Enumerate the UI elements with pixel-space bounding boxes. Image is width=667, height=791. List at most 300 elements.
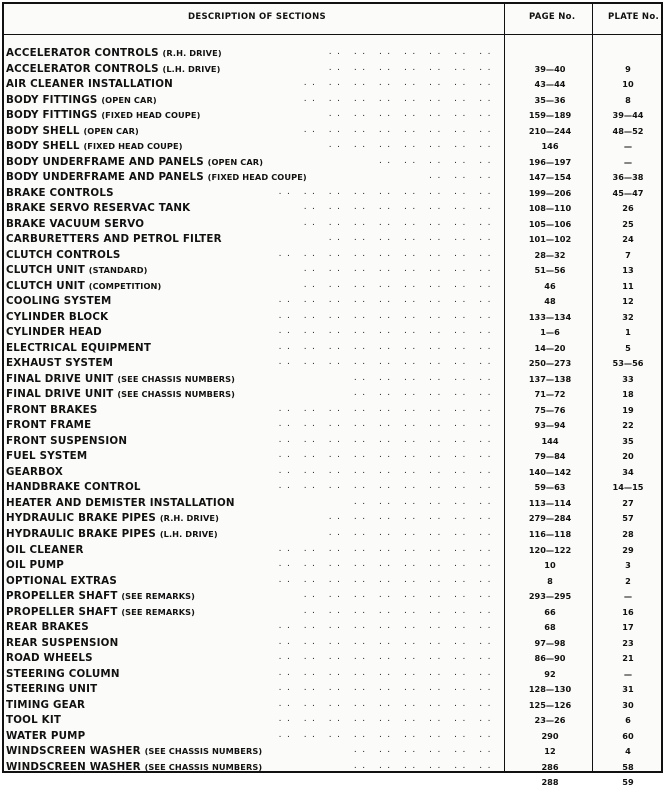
leader-dots: .. .. .. .. .. .. .. .. ..: [278, 295, 496, 306]
section-name: REAR SUSPENSION: [6, 636, 119, 649]
page-number: 75—76: [534, 404, 566, 415]
section-name: GEARBOX: [6, 465, 63, 478]
header-plate-no: PLATE No.: [608, 12, 660, 22]
page-number: 12: [544, 746, 556, 757]
table-row: [4, 496, 661, 512]
index-table: [2, 2, 663, 788]
page-number: 39—40: [534, 63, 566, 74]
section-description: [6, 511, 219, 526]
leader-dots: .. .. .. .. .. .. .. ..: [303, 279, 496, 290]
page-number: 51—56: [534, 265, 566, 276]
page-number: 279—284: [528, 513, 572, 524]
plate-number: 19: [622, 404, 634, 415]
section-name: OPTIONAL EXTRAS: [6, 574, 117, 587]
section-description: [6, 77, 173, 92]
section-qualifier: (SEE CHASSIS NUMBERS): [117, 373, 235, 384]
section-description: [6, 667, 120, 682]
page-number: 35—36: [534, 94, 566, 105]
section-qualifier: (OPEN CAR): [101, 94, 157, 105]
plate-number: —: [623, 156, 633, 167]
leader-dots: .. .. .. .. .. .. .. .. ..: [278, 667, 496, 678]
plate-number: 58: [622, 761, 634, 772]
table-row: [4, 744, 661, 760]
plate-number: 14—15: [612, 482, 644, 493]
table-row: [4, 449, 661, 465]
page-number: 48: [544, 296, 556, 307]
table-row: [4, 62, 661, 78]
section-name: CLUTCH CONTROLS: [6, 248, 121, 261]
leader-dots: .. .. .. .. .. .. .. ..: [303, 124, 496, 135]
page-number: 105—106: [528, 218, 572, 229]
leader-dots: .. .. .. .. .. .. .. .. ..: [278, 543, 496, 554]
section-description: [6, 294, 112, 309]
header-page-no: PAGE No.: [529, 12, 576, 22]
table-row: [4, 124, 661, 140]
plate-number: 24: [622, 234, 634, 245]
leader-dots: .. .. .. .. .. .. .. .. ..: [278, 698, 496, 709]
page-number: 250—273: [528, 358, 572, 369]
page-number: 133—134: [528, 311, 572, 322]
page-number: 125—126: [528, 699, 572, 710]
leader-dots: .. .. .. .. .. .. .. .. ..: [278, 729, 496, 740]
leader-dots: .. .. .. .. .. .. .. .. ..: [278, 465, 496, 476]
leader-dots: .. .. .. .. .. .. .. .. ..: [278, 450, 496, 461]
section-name: ACCELERATOR CONTROLS: [6, 47, 159, 59]
section-name: CLUTCH UNIT: [6, 279, 85, 292]
leader-dots: .. .. .. .. .. .. .. ..: [303, 78, 496, 89]
plate-number: 32: [622, 311, 634, 322]
page-number: 10: [544, 560, 556, 571]
section-name: WINDSCREEN WASHER: [6, 745, 141, 758]
page-number: 290: [541, 730, 559, 741]
page-number: 93—94: [534, 420, 566, 431]
section-name: BRAKE CONTROLS: [6, 186, 114, 199]
section-name: HEATER AND DEMISTER INSTALLATION: [6, 496, 235, 509]
table-row: [4, 341, 661, 357]
section-qualifier: (SEE REMARKS): [121, 591, 195, 602]
section-name: EXHAUST SYSTEM: [6, 357, 114, 370]
section-name: OIL CLEANER: [6, 543, 84, 556]
page-number: 101—102: [528, 234, 572, 245]
table-row: [4, 434, 661, 450]
page-number: 128—130: [528, 684, 572, 695]
leader-dots: .. .. .. .. ..: [378, 155, 496, 166]
table-row: [4, 511, 661, 527]
section-qualifier: (FIXED HEAD COUPE): [207, 172, 307, 183]
section-description: [6, 387, 235, 402]
page-number: 97—98: [534, 637, 566, 648]
leader-dots: .. .. .. .. .. .. .. .. ..: [278, 310, 496, 321]
plate-number: 27: [622, 497, 634, 508]
section-description: [6, 248, 121, 263]
table-row: [4, 279, 661, 295]
table-row: [4, 403, 661, 419]
table-row: [4, 558, 661, 574]
section-description: [6, 93, 157, 108]
section-qualifier: (R.H. DRIVE): [159, 513, 219, 524]
section-description: [6, 434, 127, 449]
leader-dots: .. .. .. .. .. .. .. ..: [303, 202, 496, 213]
table-row: [4, 698, 661, 714]
plate-number: 35: [622, 435, 634, 446]
plate-number: 10: [622, 79, 634, 90]
table-row: [4, 93, 661, 109]
section-description: [6, 558, 64, 573]
table-row: [4, 356, 661, 372]
section-name: BODY FITTINGS: [6, 109, 98, 122]
plate-number: 16: [622, 606, 634, 617]
section-name: STEERING COLUMN: [6, 667, 120, 680]
section-name: FINAL DRIVE UNIT: [6, 372, 114, 385]
table-row: [4, 387, 661, 403]
section-name: HYDRAULIC BRAKE PIPES: [6, 512, 157, 525]
plate-number: 13: [622, 265, 634, 276]
section-name: COOLING SYSTEM: [6, 295, 112, 308]
leader-dots: .. .. .. .. .. .. .. .. ..: [278, 403, 496, 414]
section-name: WATER PUMP: [6, 729, 86, 742]
leader-dots: .. .. .. .. .. ..: [353, 388, 496, 399]
plate-number: —: [623, 591, 633, 602]
section-name: WINDSCREEN WASHER: [6, 760, 141, 773]
leader-dots: .. .. .. .. .. .. .. .. ..: [278, 186, 496, 197]
plate-number: 8: [625, 94, 631, 105]
section-name: ELECTRICAL EQUIPMENT: [6, 341, 152, 354]
plate-number: —: [623, 141, 633, 152]
plate-number: 28: [622, 528, 634, 539]
leader-dots: .. .. .. .. .. .. .. .. ..: [278, 621, 496, 632]
table-row: [4, 201, 661, 217]
section-name: BRAKE VACUUM SERVO: [6, 217, 145, 230]
section-qualifier: (FIXED HEAD COUPE): [101, 110, 201, 121]
section-description: [6, 124, 139, 139]
table-row: [4, 543, 661, 559]
leader-dots: .. .. .. .. .. .. ..: [328, 109, 496, 120]
table-row: [4, 775, 661, 791]
leader-dots: .. .. .. .. .. .. .. ..: [303, 93, 496, 104]
table-row: [4, 217, 661, 233]
leader-dots: .. .. .. .. .. .. ..: [328, 140, 496, 151]
section-name: BODY FITTINGS: [6, 93, 98, 106]
plate-number: 7: [625, 249, 631, 260]
section-description: [6, 713, 61, 728]
plate-number: 30: [622, 699, 634, 710]
section-description: [6, 232, 222, 247]
section-name: AIR CLEANER INSTALLATION: [6, 78, 173, 91]
plate-number: 48—52: [612, 125, 644, 136]
section-qualifier: (L.H. DRIVE): [162, 63, 221, 74]
page-number: 79—84: [534, 451, 566, 462]
section-name: FINAL DRIVE UNIT: [6, 388, 114, 401]
page-number: 46: [544, 280, 556, 291]
leader-dots: .. .. .. .. .. .. .. .. ..: [278, 341, 496, 352]
page-number: 210—244: [528, 125, 572, 136]
section-name: FRONT BRAKES: [6, 403, 98, 416]
plate-number: 22: [622, 420, 634, 431]
plate-number: 26: [622, 203, 634, 214]
section-description: [6, 605, 195, 620]
page-number: 68: [544, 622, 556, 633]
leader-dots: .. .. .. .. .. .. ..: [328, 62, 496, 73]
plate-number: 9: [625, 63, 631, 74]
section-description: [6, 729, 85, 744]
table-row: [4, 170, 661, 186]
plate-number: 25: [622, 218, 634, 229]
section-description: [6, 418, 91, 433]
page-number: 120—122: [528, 544, 572, 555]
leader-dots: .. .. .. .. .. .. .. ..: [303, 590, 496, 601]
plate-number: 31: [622, 684, 634, 695]
page-number: 108—110: [528, 203, 572, 214]
table-row: [4, 527, 661, 543]
section-description: [6, 139, 183, 154]
section-description: [6, 403, 98, 418]
section-name: BRAKE SERVO RESERVAC TANK: [6, 202, 191, 215]
plate-number: 17: [622, 622, 634, 633]
header-description: DESCRIPTION OF SECTIONS: [188, 12, 326, 22]
plate-number: 53—56: [612, 358, 644, 369]
table-row: [4, 713, 661, 729]
page-number: 43—44: [534, 79, 566, 90]
section-name: BODY SHELL: [6, 140, 80, 153]
leader-dots: .. .. .. .. .. .. .. .. ..: [278, 636, 496, 647]
table-row: [4, 325, 661, 341]
table-row: [4, 667, 661, 683]
table-row: [4, 651, 661, 667]
page-number: 59—63: [534, 482, 566, 493]
page-number: 199—206: [528, 187, 572, 198]
table-row: [4, 77, 661, 93]
page-number: 137—138: [528, 373, 572, 384]
page-number: 1—6: [540, 327, 560, 338]
section-name: FRONT SUSPENSION: [6, 434, 128, 447]
leader-dots: .. .. .. .. .. .. .. .. ..: [278, 652, 496, 663]
section-name: FRONT FRAME: [6, 419, 92, 432]
page-number: 116—118: [528, 528, 572, 539]
leader-dots: .. .. .. .. .. .. .. ..: [303, 264, 496, 275]
plate-number: 29: [622, 544, 634, 555]
table-row: [4, 310, 661, 326]
section-name: TOOL KIT: [6, 714, 62, 727]
section-name: BODY UNDERFRAME AND PANELS: [6, 155, 204, 168]
section-name: STEERING UNIT: [6, 683, 98, 696]
leader-dots: .. .. .. .. .. ..: [353, 496, 496, 507]
table-row: [4, 372, 661, 388]
leader-dots: .. .. .. .. .. .. .. .. ..: [278, 248, 496, 259]
leader-dots: .. .. .. .. .. .. .. .. ..: [278, 481, 496, 492]
section-name: OIL PUMP: [6, 559, 65, 572]
leader-dots: .. .. ..: [429, 171, 496, 182]
plate-number: 59: [622, 777, 634, 788]
section-name: PROPELLER SHAFT: [6, 605, 118, 618]
plate-number: 21: [622, 653, 634, 664]
section-name: HANDBRAKE CONTROL: [6, 481, 141, 494]
leader-dots: .. .. .. .. .. .. .. ..: [303, 605, 496, 616]
section-description: [6, 527, 218, 542]
section-name: ROAD WHEELS: [6, 652, 93, 665]
section-description: [6, 620, 89, 635]
table-row: [4, 155, 661, 171]
leader-dots: .. .. .. .. .. .. ..: [328, 233, 496, 244]
table-row: [4, 605, 661, 621]
leader-dots: .. .. .. .. .. .. ..: [328, 512, 496, 523]
plate-number: 18: [622, 389, 634, 400]
page-number: 147—154: [528, 172, 572, 183]
table-row: [4, 139, 661, 155]
page-number: 286: [541, 761, 559, 772]
page-number: 293—295: [528, 591, 572, 602]
plate-number: 5: [625, 342, 631, 353]
leader-dots: .. .. .. .. .. .. ..: [328, 527, 496, 538]
page-number: 92: [544, 668, 556, 679]
table-row: [4, 682, 661, 698]
plate-number: 20: [622, 451, 634, 462]
table-row: [4, 574, 661, 590]
section-qualifier: (L.H. DRIVE): [159, 528, 218, 539]
page-number: 8: [547, 575, 553, 586]
section-description: [6, 543, 84, 558]
table-row: [4, 465, 661, 481]
leader-dots: .. .. .. .. .. .. .. .. ..: [278, 559, 496, 570]
section-qualifier: (COMPETITION): [88, 280, 162, 291]
plate-number: 60: [622, 730, 634, 741]
plate-number: 6: [625, 715, 631, 726]
section-description: [6, 496, 235, 511]
page-number: 140—142: [528, 466, 572, 477]
table-row: [4, 480, 661, 496]
page-number: 71—72: [534, 389, 566, 400]
table-row: [4, 620, 661, 636]
plate-number: 12: [622, 296, 634, 307]
section-name: PROPELLER SHAFT: [6, 590, 118, 603]
leader-dots: .. .. .. .. .. ..: [353, 760, 496, 771]
section-qualifier: (STANDARD): [88, 265, 148, 276]
section-qualifier: (R.H. DRIVE): [162, 48, 222, 58]
section-description: [6, 201, 190, 216]
section-description: [6, 341, 151, 356]
table-row: [4, 108, 661, 124]
section-name: CLUTCH UNIT: [6, 264, 85, 277]
leader-dots: .. .. .. .. .. .. .. .. ..: [278, 683, 496, 694]
section-qualifier: (OPEN CAR): [207, 156, 264, 167]
plate-number: —: [623, 668, 633, 679]
table-row: [4, 760, 661, 776]
section-description: [6, 279, 161, 294]
leader-dots: .. .. .. .. .. .. ..: [328, 47, 496, 57]
table-row: [4, 186, 661, 202]
leader-dots: .. .. .. .. .. .. .. .. ..: [278, 574, 496, 585]
plate-number: 36—38: [612, 172, 644, 183]
section-qualifier: (SEE CHASSIS NUMBERS): [117, 389, 235, 400]
section-description: [6, 480, 141, 495]
section-description: [6, 263, 148, 278]
plate-number: 1: [625, 327, 631, 338]
table-row: [4, 263, 661, 279]
section-description: [6, 574, 117, 589]
leader-dots: .. .. .. .. .. .. .. .. ..: [278, 434, 496, 445]
page-number: 23—26: [534, 715, 566, 726]
leader-dots: .. .. .. .. .. .. .. .. ..: [278, 326, 496, 337]
section-name: CYLINDER BLOCK: [6, 310, 109, 323]
section-name: FUEL SYSTEM: [6, 450, 88, 463]
section-description: [6, 465, 63, 480]
plate-number: 34: [622, 466, 634, 477]
header-rule: [4, 34, 661, 35]
section-description: [6, 682, 97, 697]
table-row: [4, 46, 661, 62]
table-body: [4, 46, 661, 791]
plate-number: 23: [622, 637, 634, 648]
section-description: [6, 356, 113, 371]
section-description: [6, 325, 102, 340]
section-qualifier: (SEE REMARKS): [121, 606, 195, 617]
section-description: [6, 589, 195, 604]
table-row: [4, 729, 661, 745]
section-description: [6, 372, 235, 387]
page-number: 66: [544, 606, 556, 617]
plate-number: 57: [622, 513, 634, 524]
section-name: TIMING GEAR: [6, 698, 86, 711]
section-description: [6, 62, 220, 77]
table-row: [4, 232, 661, 248]
table-row: [4, 294, 661, 310]
leader-dots: .. .. .. .. .. .. .. .. ..: [278, 419, 496, 430]
plate-number: 45—47: [612, 187, 644, 198]
section-description: [6, 449, 87, 464]
leader-dots: .. .. .. .. .. .. .. .. ..: [278, 714, 496, 725]
page-number: 159—189: [528, 110, 572, 121]
page-number: 196—197: [528, 156, 572, 167]
page-number: 14—20: [534, 342, 566, 353]
section-description: [6, 310, 108, 325]
section-name: HYDRAULIC BRAKE PIPES: [6, 527, 157, 540]
page-number: 113—114: [528, 497, 572, 508]
section-description: [6, 108, 200, 123]
leader-dots: .. .. .. .. .. ..: [353, 372, 496, 383]
leader-dots: .. .. .. .. .. ..: [353, 745, 496, 756]
page-number: 146: [541, 141, 559, 152]
section-name: BODY SHELL: [6, 124, 80, 137]
table-row: [4, 418, 661, 434]
leader-dots: .. .. .. .. .. .. .. .. ..: [278, 357, 496, 368]
section-name: CARBURETTERS AND PETROL FILTER: [6, 233, 222, 246]
section-description: [6, 698, 85, 713]
page-number: 144: [541, 435, 559, 446]
plate-number: 39—44: [612, 110, 644, 121]
section-qualifier: (FIXED HEAD COUPE): [83, 141, 183, 152]
section-description: [6, 186, 114, 201]
plate-number: 4: [625, 746, 631, 757]
table-row: [4, 589, 661, 605]
section-description: [6, 46, 222, 61]
section-description: [6, 217, 144, 232]
section-name: BODY UNDERFRAME AND PANELS: [6, 171, 204, 184]
plate-number: 3: [625, 560, 631, 571]
plate-number: 2: [625, 575, 631, 586]
section-qualifier: (SEE CHASSIS NUMBERS): [144, 746, 263, 757]
section-qualifier: (SEE CHASSIS NUMBERS): [144, 761, 263, 772]
plate-number: 33: [622, 373, 634, 384]
page-number: 28—32: [534, 249, 566, 260]
table-row: [4, 636, 661, 652]
page-number: 86—90: [534, 653, 566, 664]
table-row: [4, 248, 661, 264]
section-description: [6, 651, 93, 666]
section-name: ACCELERATOR CONTROLS: [6, 62, 159, 75]
section-name: CYLINDER HEAD: [6, 326, 102, 339]
section-name: REAR BRAKES: [6, 621, 89, 634]
section-description: [6, 636, 118, 651]
page-number: 288: [541, 777, 559, 788]
